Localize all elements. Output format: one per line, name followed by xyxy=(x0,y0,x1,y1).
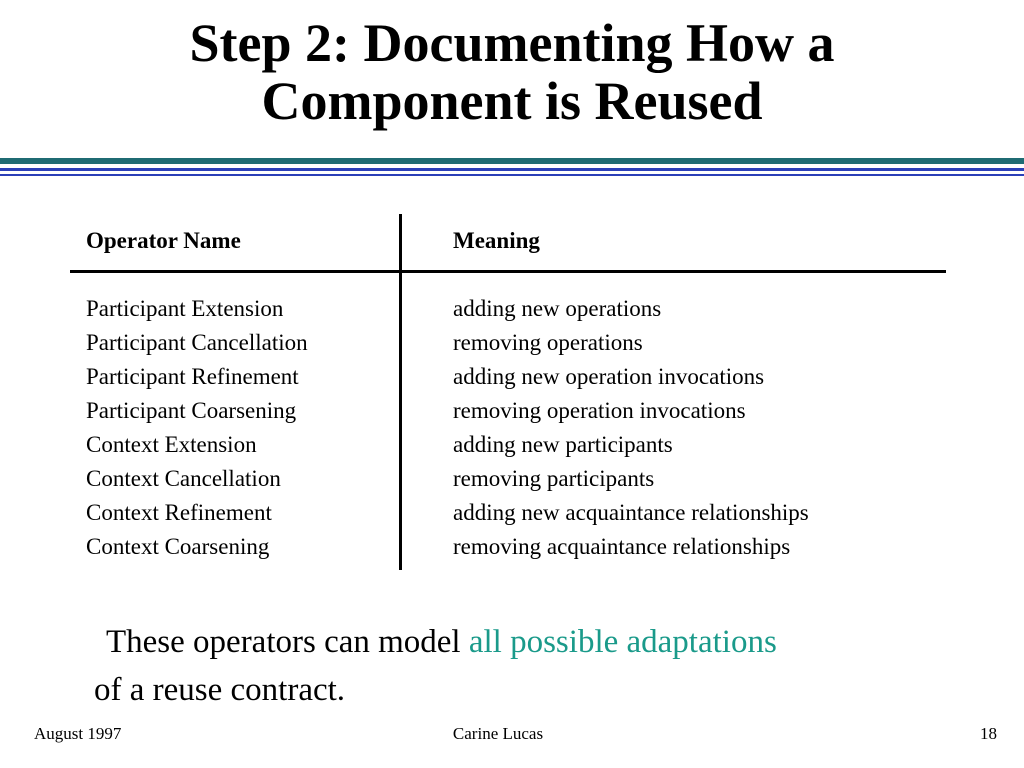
operator-name-column xyxy=(86,295,308,567)
meaning-cell: removing operation invocations xyxy=(453,398,746,423)
operators-table xyxy=(70,214,946,572)
meaning-cell: removing acquaintance relationships xyxy=(453,534,791,559)
summary-text-before: These operators can model xyxy=(106,624,469,660)
meaning-cell: removing operations xyxy=(453,330,643,355)
summary-line-1 xyxy=(94,618,954,666)
slide-title-line-2: Component is Reused xyxy=(261,71,763,131)
operator-name-cell: Context Cancellation xyxy=(86,466,281,491)
meaning-cell: removing participants xyxy=(453,466,655,491)
divider-line-blue-1 xyxy=(0,168,1024,171)
header-meaning: Meaning xyxy=(453,228,540,253)
slide-title xyxy=(0,14,1024,130)
meaning-cell: adding new acquaintance relationships xyxy=(453,500,809,525)
operator-name-cell: Participant Coarsening xyxy=(86,398,297,423)
operator-name-cell: Participant Refinement xyxy=(86,364,299,389)
meaning-cell: adding new participants xyxy=(453,432,673,457)
operator-name-cell: Context Extension xyxy=(86,432,257,457)
summary-text-after: of a reuse contract. xyxy=(94,672,346,708)
slide-title-line-1: Step 2: Documenting How a xyxy=(189,13,835,73)
footer-author: Carine Lucas xyxy=(452,724,544,743)
meaning-cell: adding new operation invocations xyxy=(453,364,765,389)
table-header-divider xyxy=(70,270,946,273)
table-column-divider xyxy=(399,214,402,570)
operator-name-cell: Participant Cancellation xyxy=(86,330,308,355)
divider-line-blue-2 xyxy=(0,174,1024,176)
meaning-column xyxy=(453,295,809,567)
operator-name-cell: Context Coarsening xyxy=(86,534,270,559)
title-divider xyxy=(0,158,1024,178)
operator-name-cell: Participant Extension xyxy=(86,296,284,321)
meaning-cell: adding new operations xyxy=(453,296,662,321)
summary-highlight: all possible adaptations xyxy=(468,624,777,660)
footer-date: August 1997 xyxy=(34,724,122,743)
footer-page-number: 18 xyxy=(980,724,997,743)
operator-name-cell: Context Refinement xyxy=(86,500,272,525)
summary-statement xyxy=(94,618,954,714)
header-operator-name: Operator Name xyxy=(86,228,241,253)
divider-line-teal xyxy=(0,158,1024,164)
